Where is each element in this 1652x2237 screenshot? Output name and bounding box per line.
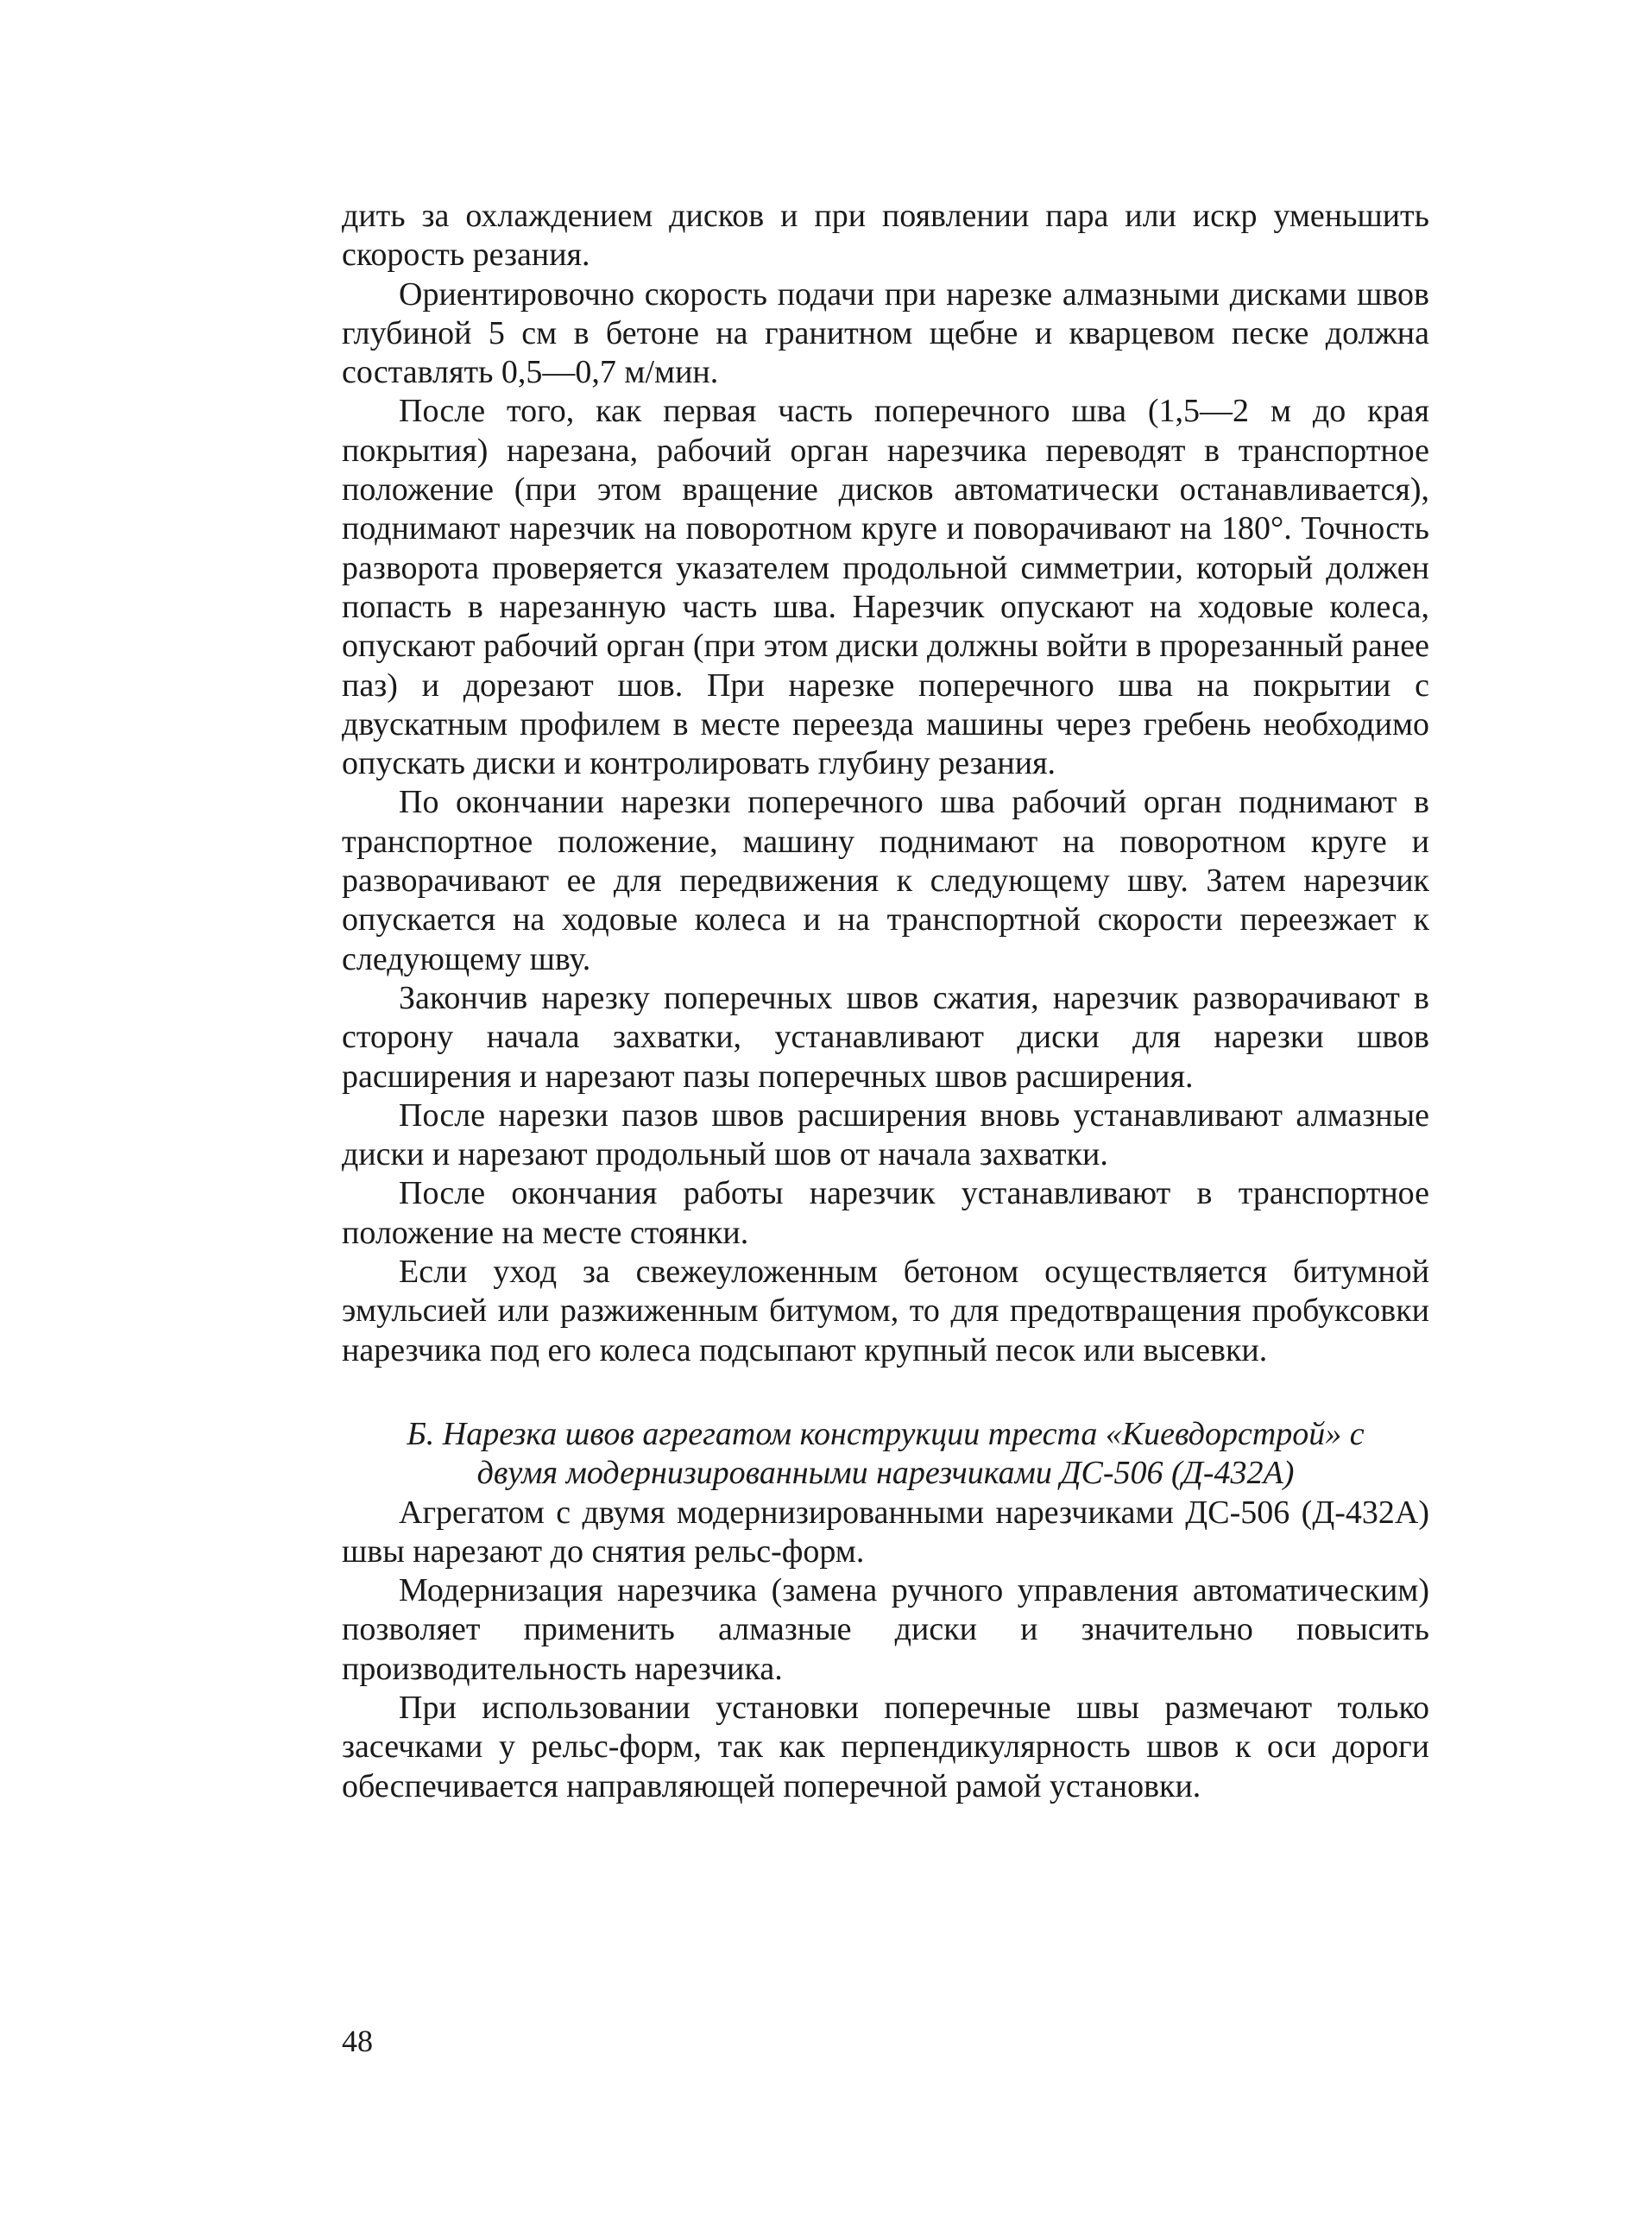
paragraph-modernization: Модернизация нарезчика (замена ручного управления автоматическим) позволяет применить алмазные диски и значительно повысить производительность нарезчика. — [342, 1572, 1429, 1687]
section-heading: Б. Нарезка швов агрегатом конструкции треста «Киевдорстрой» с двумя модернизированными нарезчиками ДС-506 (Д-432А) — [407, 1415, 1365, 1492]
paragraph-after-transverse: По окончании нарезки поперечного шва рабочий орган поднимают в транспортное положение, машину поднимают на поворотном круге и разворачивают ее для передвижения к следующему шву. Затем нарезчик опускается на ходовые колеса и на транспортной скорости переезжает к следующему шву. — [342, 784, 1429, 977]
paragraph-marking: При использовании установки поперечные швы размечают только засечками у рельс-форм, так как перпендикулярность швов к оси дороги обеспечивается направляющей поперечной рамой установки. — [342, 1689, 1429, 1804]
paragraph-bitumen-care: Если уход за свежеуложенным бетоном осуществляется битумной эмульсией или разжиженным битумом, то для предотвращения пробуксовки нарезчика под его колеса подсыпают крупный песок или высевки. — [342, 1254, 1429, 1368]
paragraph-end-of-work: После окончания работы нарезчик устанавливают в транспортное положение на месте стоянки. — [342, 1175, 1429, 1251]
paragraph-compression-seams: Закончив нарезку поперечных швов сжатия, нарезчик разворачивают в сторону начала захватки, устанавливают диски для нарезки швов расширения и нарезают пазы поперечных швов расширения. — [342, 979, 1429, 1095]
page-body — [342, 197, 1429, 1806]
paragraph-unit-description: Агрегатом с двумя модернизированными нарезчиками ДС-506 (Д-432А) швы нарезают до снятия рельс-форм. — [342, 1494, 1429, 1570]
paragraph-expansion-seams: После нарезки пазов швов расширения вновь устанавливают алмазные диски и нарезают продольный шов от начала захватки. — [342, 1096, 1429, 1173]
paragraph-feed-rate: Ориентировочно скорость подачи при нарезке алмазными дисками швов глубиной 5 см в бетоне на гранитном щебне и кварцевом песке должна составлять 0,5—0,7 м/мин. — [342, 275, 1429, 391]
paragraph-transverse-seam: После того, как первая часть поперечного шва (1,5—2 м до края покрытия) нарезана, рабочий орган нарезчика переводят в транспортное положение (при этом вращение дисков автоматически останавливается), поднимают нарезчик на поворотном круге и поворачивают на 180°. Точность разворота проверяется указателем продольной симметрии, который должен попасть в нарезанную часть шва. Нарезчик опускают на ходовые колеса, опускают рабочий орган (при этом диски должны войти в прорезанный ранее паз) и дорезают шов. При нарезке поперечного шва на покрытии с двускатным профилем в месте переезда машины через гребень необходимо опускать диски и контролировать глубину резания. — [342, 393, 1429, 782]
page-number: 48 — [342, 2024, 373, 2058]
paragraph-continuation: дить за охлаждением дисков и при появлении пара или искр уменьшить скорость резания. — [342, 198, 1429, 274]
